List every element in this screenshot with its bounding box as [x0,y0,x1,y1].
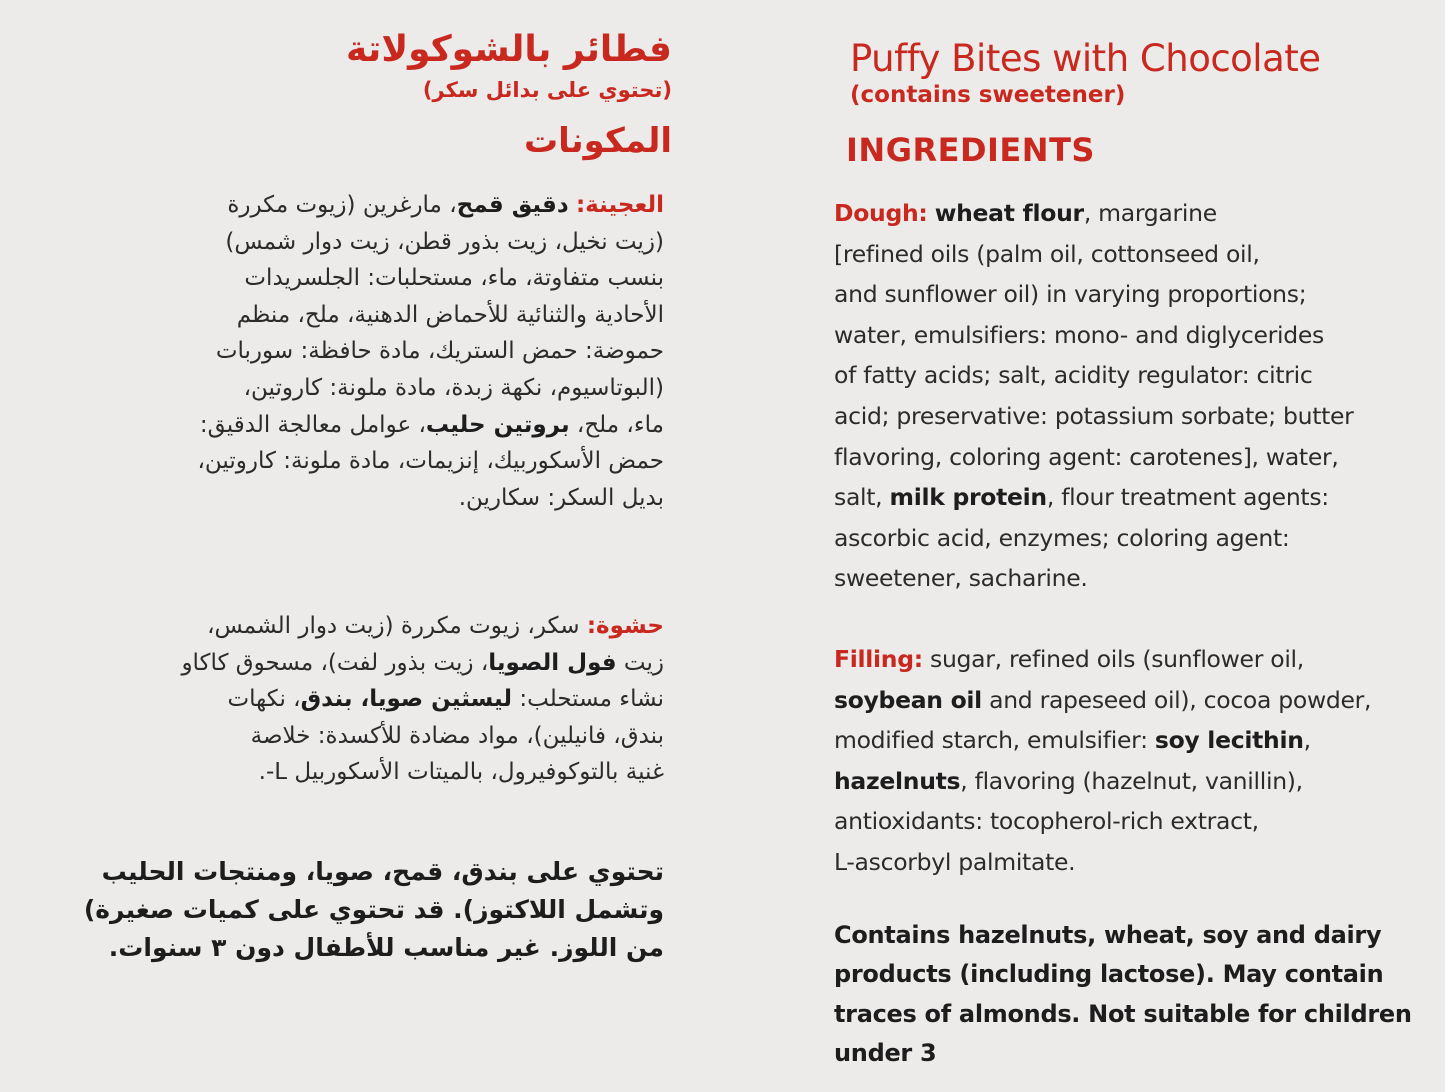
ingredient-line [64,645,664,682]
ingredient-line [64,187,664,224]
ingredient-text: ماء، ملح، [569,411,664,438]
ingredient-text: ascorbic acid, enzymes; coloring agent: [834,523,1290,552]
bold-allergen-text: wheat flour [934,199,1084,227]
ingredient-text: الأحادية والثنائية للأحماض الدهنية، ملح، منظم [236,301,664,328]
ingredient-text: acid; preservative: potassium sorbate; butter [834,401,1354,430]
ingredient-text: sugar, refined oils (sunflower oil, [930,645,1304,673]
ingredient-line [834,558,1394,599]
arabic-label-panel [0,0,722,1092]
ingredient-line [64,480,664,517]
arabic-product-title: فطائر بالشوكولاتة [345,29,672,70]
arabic-allergen-statement [24,853,664,967]
ingredient-text: ، نكهات [227,686,301,713]
ingredient-text: , margarine [1083,199,1217,227]
ingredient-line [834,477,1394,518]
filling-label: Filling: [834,645,923,673]
ingredient-text: [refined oils (palm oil, cottonseed oil, [834,239,1260,268]
allergen-line: under 3 [834,1039,937,1068]
english-label-panel [722,0,1445,1092]
ingredient-text: ، عوامل معالجة الدقيق: [199,411,426,438]
ingredient-line [64,224,664,261]
dough-label: العجينة: [575,192,664,218]
ingredient-text: بندق، فانيلين)، مواد مضادة للأكسدة: خلاصة [250,722,664,749]
ingredient-line [834,355,1394,396]
ingredient-text: غنية بالتوكوفيرول، بالميتات الأسكوربيل L-. [258,759,664,786]
allergen-line: تحتوي على بندق، قمح، صويا، ومنتجات الحليب [101,857,664,886]
ingredient-line [64,754,664,791]
filling-label: حشوة: [586,613,664,639]
ingredient-line [834,639,1394,680]
allergen-line: من اللوز. غير مناسب للأطفال دون ٣ سنوات. [108,933,664,962]
ingredient-text: of fatty acids; salt, acidity regulator: citric [834,361,1313,390]
bold-allergen-text: milk protein [889,483,1047,512]
allergen-line: traces of almonds. Not suitable for children [834,999,1412,1028]
english-allergen-statement [834,916,1412,1074]
bold-allergen-text: دقيق قمح [456,192,569,218]
ingredient-line [834,315,1394,356]
ingredient-line [834,680,1394,721]
ingredient-line [834,396,1394,437]
ingredient-text: L-ascorbyl palmitate. [834,847,1076,876]
ingredient-line [834,274,1394,315]
ingredient-text: sweetener, sacharine. [834,564,1088,593]
ingredient-line [834,437,1394,478]
bold-allergen-text: hazelnuts [834,766,961,795]
english-filling-ingredients [834,639,1394,883]
ingredient-line [64,260,664,297]
ingredient-text: زيت [616,649,664,676]
ingredient-text: water, emulsifiers: mono- and diglycerides [834,320,1324,349]
english-ingredients-heading: INGREDIENTS [846,131,1095,169]
ingredient-line [64,297,664,334]
ingredient-text: (البوتاسيوم، نكهة زبدة، مادة ملونة: كاروتين، [243,374,664,401]
ingredient-text: ، زيت بذور لفت)، مسحوق كاكاو [181,649,489,676]
allergen-line: products (including lactose). May contain [834,960,1384,989]
ingredient-text: , flour treatment agents: [1046,483,1329,512]
ingredient-text: modified starch, emulsifier: [834,726,1155,755]
ingredient-text: ، مارغرين (زيوت مكررة [227,192,457,218]
allergen-line: وتشمل اللاكتوز). قد تحتوي على كميات صغيرة) [83,895,664,924]
ingredient-text: نشاء مستحلب: [512,686,664,713]
ingredient-line [834,801,1394,842]
bold-allergen-text: soy lecithin [1154,726,1304,755]
ingredient-line [64,333,664,370]
ingredient-text: بديل السكر: سكارين. [458,484,664,511]
ingredient-text: salt, [834,483,890,512]
ingredient-text: (زيت نخيل، زيت بذور قطن، زيت دوار شمس) [225,228,664,255]
ingredient-text: flavoring, coloring agent: carotenes], water, [834,442,1339,471]
ingredient-line [64,370,664,407]
bold-allergen-text: ليسثين صويا، بندق [300,686,513,713]
ingredient-text: and rapeseed oil), cocoa powder, [981,685,1372,714]
english-dough-ingredients [834,193,1394,599]
ingredient-text: سكر، زيوت مكررة (زيت دوار الشمس، [207,613,580,639]
dough-label: Dough: [834,199,928,227]
bold-allergen-text: بروتين حليب [425,411,570,438]
ingredient-line [834,761,1394,802]
ingredient-text: بنسب متفاوتة، ماء، مستحلبات: الجلسريدات [244,265,664,292]
ingredient-line [64,443,664,480]
arabic-product-subtitle: (تحتوي على بدائل سكر) [422,78,672,102]
english-product-subtitle: (contains sweetener) [850,82,1126,108]
arabic-dough-ingredients [64,187,664,516]
ingredient-line [64,718,664,755]
ingredient-line [64,608,664,645]
ingredient-line [834,720,1394,761]
arabic-filling-ingredients [64,608,664,791]
ingredient-text: حموضة: حمض الستريك، مادة حافظة: سوربات [215,338,664,365]
ingredient-text: حمض الأسكوربيك، إنزيمات، مادة ملونة: كاروتين، [197,448,664,475]
ingredient-line [834,518,1394,559]
ingredient-text: and sunflower oil) in varying proportions; [834,280,1307,309]
ingredient-text: antioxidants: tocopherol-rich extract, [834,807,1259,836]
ingredient-text: , [1303,726,1311,755]
bold-allergen-text: soybean oil [834,685,982,714]
ingredient-line [64,407,664,444]
ingredient-line [64,681,664,718]
allergen-line: Contains hazelnuts, wheat, soy and dairy [834,921,1382,949]
ingredient-line [834,234,1394,275]
ingredient-text: , flavoring (hazelnut, vanillin), [960,766,1303,795]
ingredient-line [834,842,1394,883]
ingredient-line [834,193,1394,234]
bold-allergen-text: فول الصويا [488,649,617,676]
arabic-ingredients-heading: المكونات [523,121,672,161]
english-product-title: Puffy Bites with Chocolate [850,37,1321,80]
